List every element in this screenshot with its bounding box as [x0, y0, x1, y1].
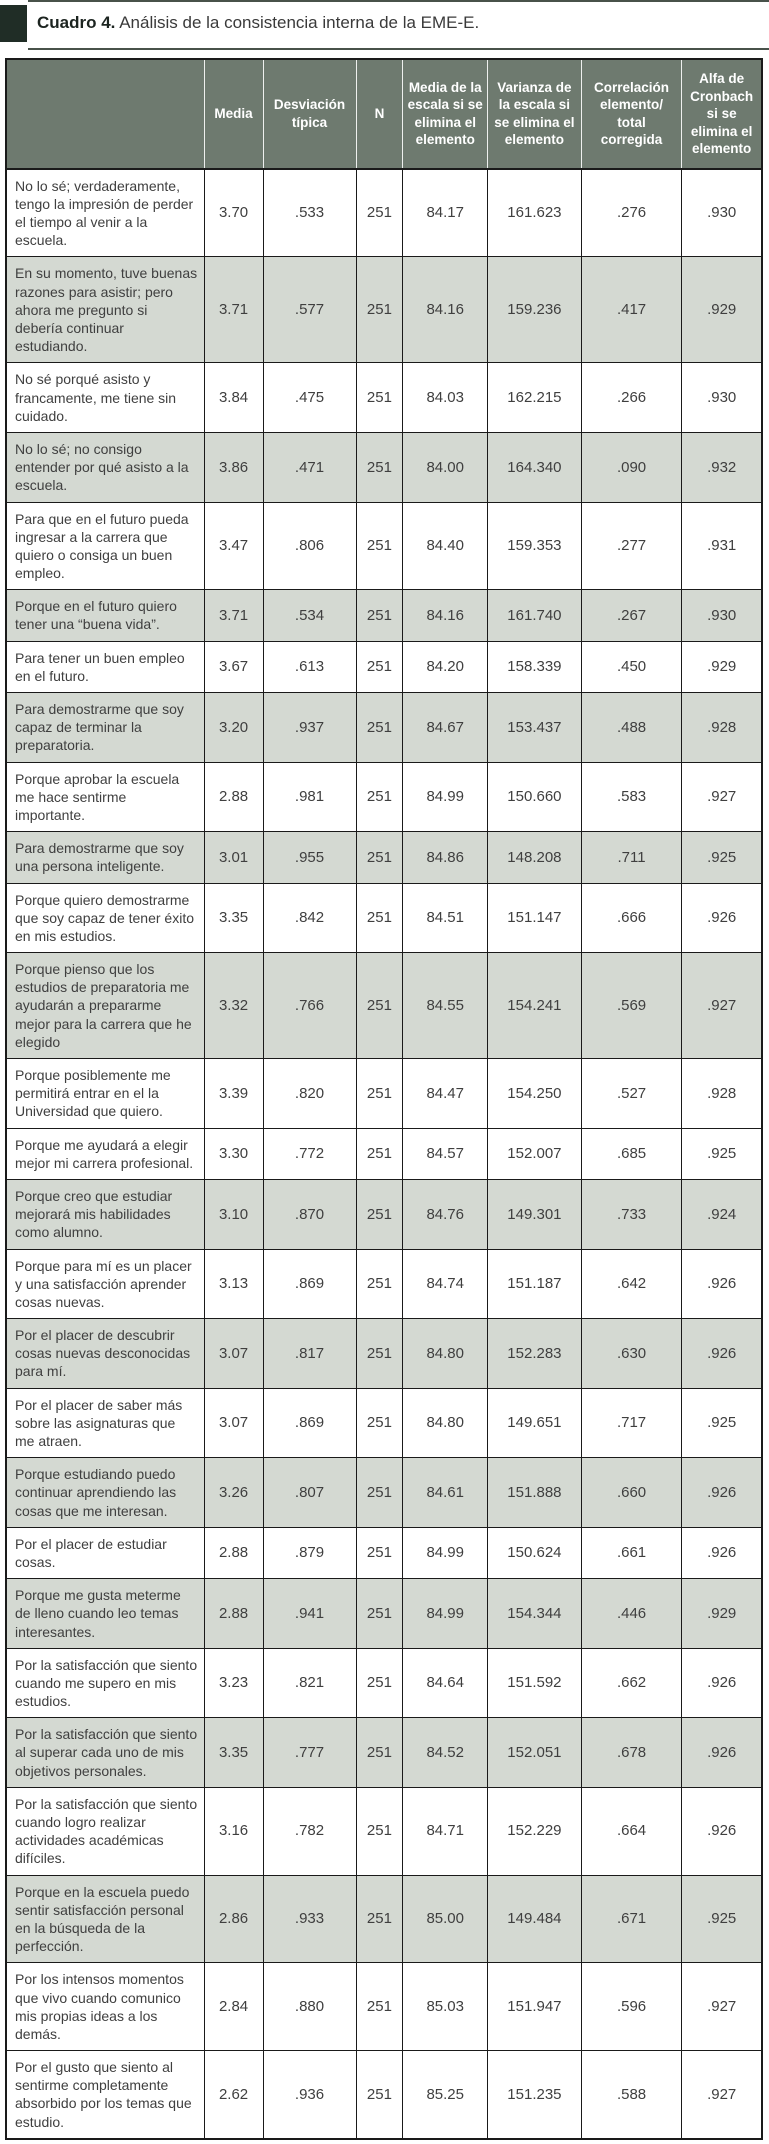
table-row — [6, 432, 762, 502]
table-row — [6, 2051, 762, 2139]
media-escala-cell: 85.25 — [403, 2051, 488, 2139]
n-cell: 251 — [356, 590, 403, 641]
item-cell: Por los intensos momentos que vivo cuando comunico mis propias ideas a los demás. — [6, 1963, 204, 2051]
correlacion-cell: .588 — [581, 2051, 682, 2139]
item-cell: Porque pienso que los estudios de preparatoria me ayudarán a prepararme mejor para la carrera que he elegido — [6, 953, 204, 1059]
table-row — [6, 1458, 762, 1528]
table-row — [6, 1648, 762, 1718]
item-cell: Para tener un buen empleo en el futuro. — [6, 641, 204, 692]
table-row — [6, 1388, 762, 1458]
alfa-cell: .929 — [682, 1579, 762, 1649]
n-cell: 251 — [356, 1648, 403, 1718]
alfa-cell: .927 — [682, 2051, 762, 2139]
media-escala-cell: 84.67 — [403, 693, 488, 763]
media-cell: 3.35 — [204, 883, 263, 953]
varianza-escala-cell: 151.592 — [488, 1648, 582, 1718]
table-row — [6, 1787, 762, 1875]
n-cell: 251 — [356, 1249, 403, 1319]
n-cell: 251 — [356, 1319, 403, 1389]
correlacion-cell: .666 — [581, 883, 682, 953]
media-escala-cell: 84.16 — [403, 590, 488, 641]
n-cell: 251 — [356, 883, 403, 953]
item-cell: Porque quiero demostrarme que soy capaz de tener éxito en mis estudios. — [6, 883, 204, 953]
varianza-escala-cell: 152.007 — [488, 1128, 582, 1179]
media-cell: 2.88 — [204, 762, 263, 832]
table-row — [6, 762, 762, 832]
alfa-cell: .928 — [682, 1059, 762, 1129]
correlacion-cell: .642 — [581, 1249, 682, 1319]
media-cell: 3.01 — [204, 832, 263, 883]
caption-underline-rule — [28, 48, 769, 50]
correlacion-cell: .277 — [581, 502, 682, 590]
varianza-escala-cell: 150.624 — [488, 1527, 582, 1578]
table-row — [6, 693, 762, 763]
media-escala-cell: 84.74 — [403, 1249, 488, 1319]
media-escala-cell: 84.86 — [403, 832, 488, 883]
item-cell: Porque me ayudará a elegir mejor mi carrera profesional. — [6, 1128, 204, 1179]
varianza-escala-cell: 164.340 — [488, 432, 582, 502]
item-column-header — [6, 59, 204, 169]
desviacion-tipica-cell: .869 — [263, 1388, 356, 1458]
item-cell: Porque creo que estudiar mejorará mis habilidades como alumno. — [6, 1179, 204, 1249]
media-cell: 2.88 — [204, 1579, 263, 1649]
item-cell: Por el placer de saber más sobre las asignaturas que me atraen. — [6, 1388, 204, 1458]
media-escala-cell: 84.17 — [403, 169, 488, 257]
item-cell: Porque en el futuro quiero tener una “buena vida”. — [6, 590, 204, 641]
varianza-escala-column-header: Varianza de la escala si se elimina el elemento — [488, 59, 582, 169]
item-cell: Por el placer de estudiar cosas. — [6, 1527, 204, 1578]
media-cell: 3.30 — [204, 1128, 263, 1179]
media-escala-cell: 84.47 — [403, 1059, 488, 1129]
item-cell: Porque me gusta meterme de lleno cuando leo temas interesantes. — [6, 1579, 204, 1649]
n-cell: 251 — [356, 693, 403, 763]
internal-consistency-table — [5, 58, 763, 2140]
n-cell: 251 — [356, 1963, 403, 2051]
varianza-escala-cell: 149.301 — [488, 1179, 582, 1249]
media-cell: 3.47 — [204, 502, 263, 590]
alfa-cell: .931 — [682, 502, 762, 590]
n-cell: 251 — [356, 2051, 403, 2139]
correlacion-cell: .527 — [581, 1059, 682, 1129]
alfa-cell: .926 — [682, 1319, 762, 1389]
table-row — [6, 590, 762, 641]
varianza-escala-cell: 152.051 — [488, 1718, 582, 1788]
varianza-escala-cell: 152.283 — [488, 1319, 582, 1389]
media-escala-cell: 84.55 — [403, 953, 488, 1059]
alfa-cell: .926 — [682, 1458, 762, 1528]
n-column-header: N — [356, 59, 403, 169]
varianza-escala-cell: 149.484 — [488, 1875, 582, 1963]
desviacion-tipica-cell: .471 — [263, 432, 356, 502]
desviacion-tipica-cell: .879 — [263, 1527, 356, 1578]
table-row — [6, 1128, 762, 1179]
alfa-cell: .926 — [682, 1648, 762, 1718]
item-cell: Por el gusto que siento al sentirme completamente absorbido por los temas que estudio. — [6, 2051, 204, 2139]
desviacion-tipica-cell: .766 — [263, 953, 356, 1059]
n-cell: 251 — [356, 502, 403, 590]
correlacion-cell: .446 — [581, 1579, 682, 1649]
alfa-cell: .926 — [682, 1527, 762, 1578]
table-header-row — [6, 59, 762, 169]
correlacion-cell: .678 — [581, 1718, 682, 1788]
correlacion-cell: .662 — [581, 1648, 682, 1718]
item-cell: Para demostrarme que soy capaz de terminar la preparatoria. — [6, 693, 204, 763]
media-cell: 3.86 — [204, 432, 263, 502]
correlacion-cell: .717 — [581, 1388, 682, 1458]
desviacion-tipica-cell: .880 — [263, 1963, 356, 2051]
alfa-cell: .930 — [682, 590, 762, 641]
desviacion-tipica-cell: .782 — [263, 1787, 356, 1875]
varianza-escala-cell: 151.888 — [488, 1458, 582, 1528]
media-cell: 3.16 — [204, 1787, 263, 1875]
table-row — [6, 1875, 762, 1963]
correlacion-cell: .488 — [581, 693, 682, 763]
media-escala-cell: 85.00 — [403, 1875, 488, 1963]
correlacion-cell: .267 — [581, 590, 682, 641]
varianza-escala-cell: 158.339 — [488, 641, 582, 692]
table-row — [6, 1179, 762, 1249]
media-cell: 2.88 — [204, 1527, 263, 1578]
desviacion-tipica-cell: .817 — [263, 1319, 356, 1389]
n-cell: 251 — [356, 1179, 403, 1249]
media-cell: 3.13 — [204, 1249, 263, 1319]
correlacion-cell: .671 — [581, 1875, 682, 1963]
n-cell: 251 — [356, 641, 403, 692]
desviacion-tipica-cell: .533 — [263, 169, 356, 257]
alfa-cell: .927 — [682, 1963, 762, 2051]
caption-text-wrap — [27, 5, 479, 33]
item-cell: Porque para mí es un placer y una satisfacción aprender cosas nuevas. — [6, 1249, 204, 1319]
alfa-cell: .932 — [682, 432, 762, 502]
n-cell: 251 — [356, 953, 403, 1059]
varianza-escala-cell: 151.947 — [488, 1963, 582, 2051]
table-row — [6, 502, 762, 590]
top-rule — [28, 0, 769, 2]
table-row — [6, 1059, 762, 1129]
item-cell: Para que en el futuro pueda ingresar a la carrera que quiero o consiga un buen empleo. — [6, 502, 204, 590]
desviacion-tipica-cell: .806 — [263, 502, 356, 590]
media-escala-cell: 84.03 — [403, 363, 488, 433]
media-escala-cell: 84.99 — [403, 762, 488, 832]
media-cell: 3.35 — [204, 1718, 263, 1788]
alfa-cell: .925 — [682, 832, 762, 883]
media-cell: 3.07 — [204, 1388, 263, 1458]
item-cell: Porque en la escuela puedo sentir satisfacción personal en la búsqueda de la perfección. — [6, 1875, 204, 1963]
media-cell: 3.67 — [204, 641, 263, 692]
varianza-escala-cell: 154.344 — [488, 1579, 582, 1649]
desviacion-tipica-cell: .613 — [263, 641, 356, 692]
table-row — [6, 883, 762, 953]
n-cell: 251 — [356, 832, 403, 883]
table-row — [6, 953, 762, 1059]
alfa-cell: .925 — [682, 1128, 762, 1179]
correlacion-cell: .417 — [581, 257, 682, 363]
correlacion-cell: .596 — [581, 1963, 682, 2051]
item-cell: Porque estudiando puedo continuar aprendiendo las cosas que me interesan. — [6, 1458, 204, 1528]
caption-accent-square — [0, 5, 27, 42]
desviacion-tipica-cell: .936 — [263, 2051, 356, 2139]
media-escala-cell: 84.80 — [403, 1388, 488, 1458]
table-row — [6, 1963, 762, 2051]
table-row — [6, 832, 762, 883]
n-cell: 251 — [356, 432, 403, 502]
item-cell: Por la satisfacción que siento cuando logro realizar actividades académicas difíciles. — [6, 1787, 204, 1875]
media-escala-cell: 84.20 — [403, 641, 488, 692]
desviacion-tipica-cell: .577 — [263, 257, 356, 363]
n-cell: 251 — [356, 1787, 403, 1875]
varianza-escala-cell: 161.740 — [488, 590, 582, 641]
media-cell: 3.84 — [204, 363, 263, 433]
item-cell: Por el placer de descubrir cosas nuevas desconocidas para mí. — [6, 1319, 204, 1389]
table-row — [6, 257, 762, 363]
varianza-escala-cell: 162.215 — [488, 363, 582, 433]
correlacion-cell: .711 — [581, 832, 682, 883]
desviacion-tipica-cell: .807 — [263, 1458, 356, 1528]
media-cell: 3.20 — [204, 693, 263, 763]
desviacion-tipica-cell: .933 — [263, 1875, 356, 1963]
varianza-escala-cell: 154.241 — [488, 953, 582, 1059]
table-caption-text: Análisis de la consistencia interna de la EME-E. — [119, 13, 480, 32]
media-cell: 3.71 — [204, 257, 263, 363]
correlacion-column-header: Correlación elemento/ total corregida — [581, 59, 682, 169]
item-cell: Porque aprobar la escuela me hace sentirme importante. — [6, 762, 204, 832]
desviacion-tipica-cell: .821 — [263, 1648, 356, 1718]
table-row — [6, 1718, 762, 1788]
item-cell: No lo sé; no consigo entender por qué asisto a la escuela. — [6, 432, 204, 502]
alfa-cell: .927 — [682, 762, 762, 832]
correlacion-cell: .569 — [581, 953, 682, 1059]
n-cell: 251 — [356, 1875, 403, 1963]
correlacion-cell: .661 — [581, 1527, 682, 1578]
desviacion-tipica-cell: .820 — [263, 1059, 356, 1129]
varianza-escala-cell: 159.236 — [488, 257, 582, 363]
varianza-escala-cell: 153.437 — [488, 693, 582, 763]
varianza-escala-cell: 159.353 — [488, 502, 582, 590]
alfa-cronbach-column-header: Alfa de Cronbach si se elimina el elemento — [682, 59, 762, 169]
n-cell: 251 — [356, 1128, 403, 1179]
varianza-escala-cell: 148.208 — [488, 832, 582, 883]
item-cell: En su momento, tuve buenas razones para asistir; pero ahora me pregunto si debería continuar estudiando. — [6, 257, 204, 363]
correlacion-cell: .664 — [581, 1787, 682, 1875]
desviacion-tipica-cell: .772 — [263, 1128, 356, 1179]
item-cell: Por la satisfacción que siento al superar cada uno de mis objetivos personales. — [6, 1718, 204, 1788]
item-cell: Porque posiblemente me permitirá entrar en el la Universidad que quiero. — [6, 1059, 204, 1129]
item-cell: Para demostrarme que soy una persona inteligente. — [6, 832, 204, 883]
alfa-cell: .927 — [682, 953, 762, 1059]
media-escala-column-header: Media de la escala si se elimina el elemento — [403, 59, 488, 169]
alfa-cell: .924 — [682, 1179, 762, 1249]
alfa-cell: .928 — [682, 693, 762, 763]
correlacion-cell: .090 — [581, 432, 682, 502]
n-cell: 251 — [356, 1388, 403, 1458]
media-cell: 3.07 — [204, 1319, 263, 1389]
table-caption — [0, 5, 769, 42]
media-escala-cell: 84.76 — [403, 1179, 488, 1249]
table-body — [6, 169, 762, 2139]
alfa-cell: .925 — [682, 1388, 762, 1458]
media-escala-cell: 84.16 — [403, 257, 488, 363]
table-row — [6, 1319, 762, 1389]
media-cell: 3.70 — [204, 169, 263, 257]
correlacion-cell: .583 — [581, 762, 682, 832]
media-escala-cell: 84.52 — [403, 1718, 488, 1788]
media-escala-cell: 84.71 — [403, 1787, 488, 1875]
media-escala-cell: 84.64 — [403, 1648, 488, 1718]
media-escala-cell: 84.57 — [403, 1128, 488, 1179]
correlacion-cell: .450 — [581, 641, 682, 692]
desviacion-tipica-column-header: Desviación típica — [263, 59, 356, 169]
correlacion-cell: .733 — [581, 1179, 682, 1249]
varianza-escala-cell: 151.235 — [488, 2051, 582, 2139]
media-cell: 2.62 — [204, 2051, 263, 2139]
n-cell: 251 — [356, 1059, 403, 1129]
varianza-escala-cell: 152.229 — [488, 1787, 582, 1875]
desviacion-tipica-cell: .955 — [263, 832, 356, 883]
n-cell: 251 — [356, 1579, 403, 1649]
desviacion-tipica-cell: .475 — [263, 363, 356, 433]
n-cell: 251 — [356, 257, 403, 363]
media-cell: 3.23 — [204, 1648, 263, 1718]
table-row — [6, 363, 762, 433]
media-escala-cell: 84.51 — [403, 883, 488, 953]
table-caption-label: Cuadro 4. — [37, 13, 116, 32]
desviacion-tipica-cell: .981 — [263, 762, 356, 832]
correlacion-cell: .630 — [581, 1319, 682, 1389]
varianza-escala-cell: 151.187 — [488, 1249, 582, 1319]
n-cell: 251 — [356, 1458, 403, 1528]
media-escala-cell: 85.03 — [403, 1963, 488, 2051]
varianza-escala-cell: 151.147 — [488, 883, 582, 953]
media-cell: 3.32 — [204, 953, 263, 1059]
desviacion-tipica-cell: .534 — [263, 590, 356, 641]
alfa-cell: .929 — [682, 641, 762, 692]
table-row — [6, 641, 762, 692]
table-row — [6, 1527, 762, 1578]
media-escala-cell: 84.00 — [403, 432, 488, 502]
n-cell: 251 — [356, 1718, 403, 1788]
media-escala-cell: 84.99 — [403, 1579, 488, 1649]
correlacion-cell: .276 — [581, 169, 682, 257]
table-row — [6, 1579, 762, 1649]
n-cell: 251 — [356, 363, 403, 433]
item-cell: No lo sé; verdaderamente, tengo la impresión de perder el tiempo al venir a la escuela. — [6, 169, 204, 257]
alfa-cell: .926 — [682, 1787, 762, 1875]
alfa-cell: .930 — [682, 169, 762, 257]
desviacion-tipica-cell: .941 — [263, 1579, 356, 1649]
n-cell: 251 — [356, 169, 403, 257]
alfa-cell: .930 — [682, 363, 762, 433]
table-header — [6, 59, 762, 169]
media-escala-cell: 84.61 — [403, 1458, 488, 1528]
alfa-cell: .926 — [682, 1718, 762, 1788]
desviacion-tipica-cell: .937 — [263, 693, 356, 763]
media-cell: 2.84 — [204, 1963, 263, 2051]
varianza-escala-cell: 150.660 — [488, 762, 582, 832]
item-cell: Por la satisfacción que siento cuando me supero en mis estudios. — [6, 1648, 204, 1718]
table-row — [6, 1249, 762, 1319]
media-cell: 3.26 — [204, 1458, 263, 1528]
n-cell: 251 — [356, 1527, 403, 1578]
alfa-cell: .926 — [682, 883, 762, 953]
alfa-cell: .925 — [682, 1875, 762, 1963]
desviacion-tipica-cell: .869 — [263, 1249, 356, 1319]
media-escala-cell: 84.99 — [403, 1527, 488, 1578]
varianza-escala-cell: 161.623 — [488, 169, 582, 257]
varianza-escala-cell: 154.250 — [488, 1059, 582, 1129]
n-cell: 251 — [356, 762, 403, 832]
correlacion-cell: .266 — [581, 363, 682, 433]
media-cell: 2.86 — [204, 1875, 263, 1963]
desviacion-tipica-cell: .870 — [263, 1179, 356, 1249]
alfa-cell: .926 — [682, 1249, 762, 1319]
table-row — [6, 169, 762, 257]
media-column-header: Media — [204, 59, 263, 169]
desviacion-tipica-cell: .842 — [263, 883, 356, 953]
correlacion-cell: .660 — [581, 1458, 682, 1528]
media-cell: 3.10 — [204, 1179, 263, 1249]
varianza-escala-cell: 149.651 — [488, 1388, 582, 1458]
correlacion-cell: .685 — [581, 1128, 682, 1179]
desviacion-tipica-cell: .777 — [263, 1718, 356, 1788]
item-cell: No sé porqué asisto y francamente, me tiene sin cuidado. — [6, 363, 204, 433]
alfa-cell: .929 — [682, 257, 762, 363]
media-cell: 3.71 — [204, 590, 263, 641]
media-escala-cell: 84.80 — [403, 1319, 488, 1389]
media-cell: 3.39 — [204, 1059, 263, 1129]
media-escala-cell: 84.40 — [403, 502, 488, 590]
